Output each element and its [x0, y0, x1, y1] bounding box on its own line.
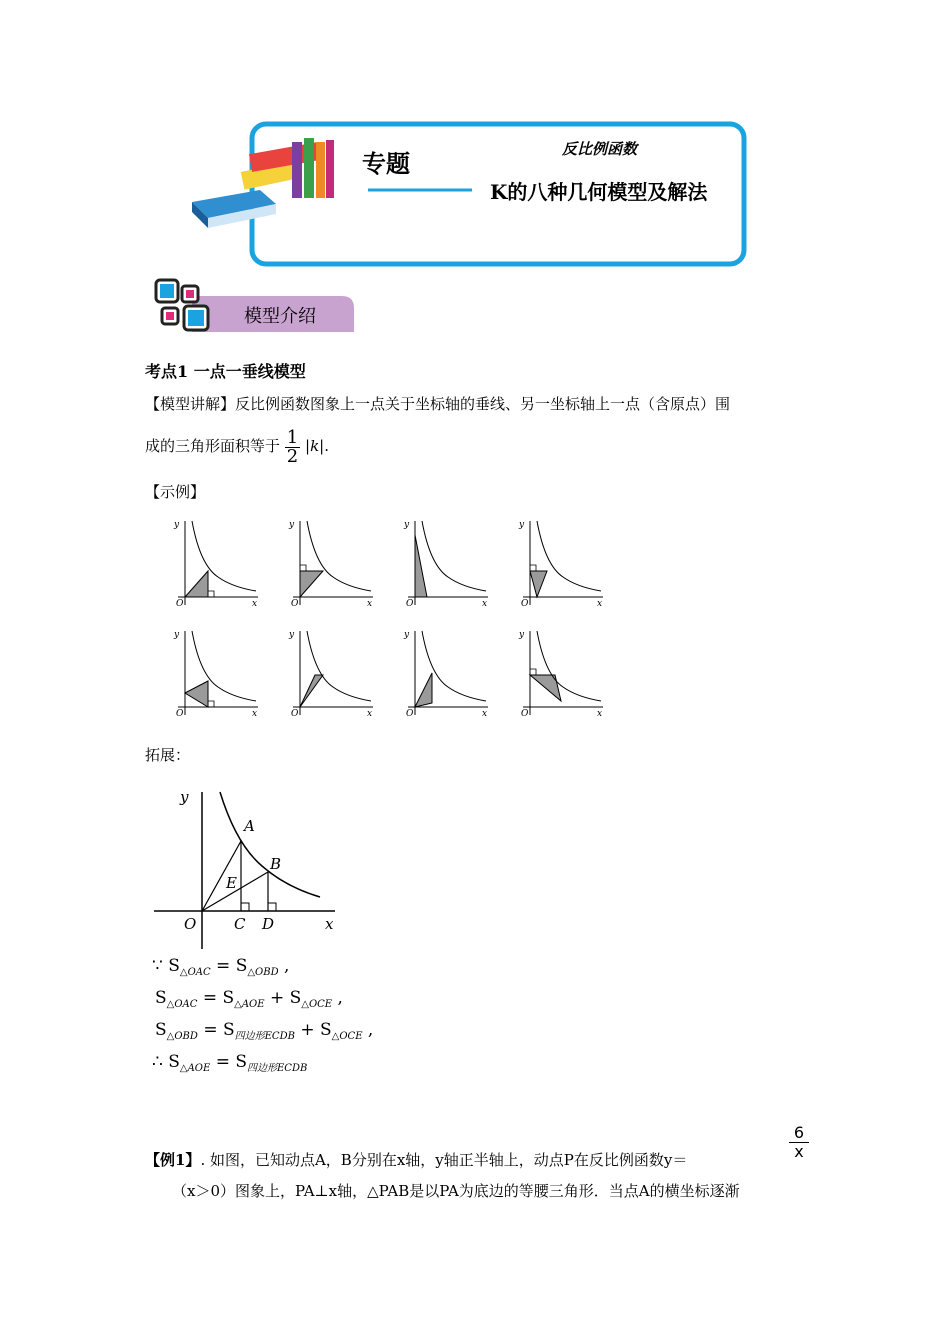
mini-label-o: O	[176, 709, 184, 717]
deriv1-sub1: △OAC	[179, 967, 211, 978]
deriv1-tail: ,	[278, 956, 290, 976]
mini-label-o: O	[406, 599, 414, 607]
mini-shaded-triangle	[185, 571, 208, 597]
label-A: A	[244, 817, 255, 835]
deriv3-lead: S	[155, 1020, 167, 1040]
deriv4-lead: ∴ S	[152, 1052, 180, 1072]
deriv3-sub3: △OCE	[331, 1031, 363, 1042]
deriv2-sub2: △AOE	[234, 999, 265, 1010]
example-graph-grid	[170, 515, 620, 730]
label-y: y	[180, 788, 189, 806]
label-B: B	[270, 855, 282, 873]
mini-label-y: y	[519, 520, 525, 530]
mini-shaded-triangle	[300, 571, 323, 597]
fraction-half	[285, 426, 300, 467]
deriv3-sub2: 四边形ECDB	[234, 1031, 295, 1042]
mini-label-x: x	[367, 709, 373, 717]
example1-text2: （x＞0）图象上，PA⊥x轴，△PAB是以PA为底边的等腰三角形．当点A的横坐标逐渐	[172, 1182, 740, 1200]
example1-line2	[172, 1180, 740, 1202]
example-graph-1	[170, 515, 260, 607]
mini-label-o: O	[521, 599, 529, 607]
mini-hyperbola	[537, 521, 601, 591]
extension-graph	[150, 784, 350, 954]
example-graph-6	[285, 625, 375, 717]
example1-text1: . 如图，已知动点A，B分别在x轴，y轴正半轴上，动点P在反比例函数y＝	[200, 1151, 688, 1169]
explain-line1	[145, 393, 730, 415]
deriv3-mid2: + S	[294, 1020, 332, 1040]
deriv2-sub1: △OAC	[166, 999, 198, 1010]
mini-shaded-triangle	[415, 535, 427, 597]
section-pill-label: 模型介绍	[244, 306, 316, 327]
label-E: E	[226, 874, 237, 892]
extend-label: 拓展：	[145, 746, 191, 764]
banner-title: 专题	[362, 149, 410, 178]
mini-label-y: y	[174, 520, 180, 530]
example-label: 【示例】	[145, 483, 206, 501]
mini-label-y: y	[289, 630, 295, 640]
explain-text1: 反比例函数图象上一点关于坐标轴的垂线、另一坐标轴上一点（含原点）围	[235, 395, 731, 413]
deriv2-sub3: △OCE	[301, 999, 333, 1010]
deriv2-mid: = S	[197, 988, 235, 1008]
mini-label-x: x	[482, 709, 488, 717]
mini-label-o: O	[291, 709, 299, 717]
abs-k: |k|	[305, 437, 325, 455]
mini-label-o: O	[406, 709, 414, 717]
explain-line2	[145, 424, 329, 468]
deriv3-sub1: △OBD	[166, 1031, 198, 1042]
example-graph-3	[400, 515, 490, 607]
mini-label-y: y	[404, 520, 410, 530]
example1-fraction	[789, 1124, 809, 1161]
label-O: O	[184, 915, 197, 933]
mini-shaded-triangle	[530, 571, 547, 597]
mini-right-angle	[208, 591, 214, 597]
derivation-line-4	[152, 1052, 307, 1074]
mini-label-o: O	[176, 599, 184, 607]
fraction-numerator: 1	[286, 426, 299, 448]
right-angle-C	[241, 903, 249, 911]
mini-label-y: y	[519, 630, 525, 640]
label-x: x	[325, 915, 334, 933]
label-D: D	[262, 915, 275, 933]
deriv2-lead: S	[155, 988, 167, 1008]
grid-squares-icon	[156, 280, 208, 330]
mini-shaded-triangle	[415, 673, 432, 707]
right-angle-D	[268, 903, 276, 911]
mini-shaded-triangle	[185, 681, 208, 707]
label-C: C	[234, 915, 246, 933]
mini-label-o: O	[521, 709, 529, 717]
derivation-line-2	[155, 988, 343, 1010]
derivation-line-3	[155, 1020, 373, 1042]
mini-label-x: x	[252, 709, 258, 717]
mini-label-o: O	[291, 599, 299, 607]
mini-label-y: y	[289, 520, 295, 530]
fraction-denominator: 2	[286, 445, 299, 467]
example-graph-7	[400, 625, 490, 717]
mini-label-x: x	[482, 599, 488, 607]
deriv1-lead: ∵ S	[152, 956, 180, 976]
deriv2-tail: ,	[332, 988, 343, 1008]
deriv2-mid2: + S	[264, 988, 302, 1008]
mini-label-y: y	[174, 630, 180, 640]
deriv3-tail: ,	[362, 1020, 374, 1040]
deriv4-mid: = S	[210, 1052, 247, 1072]
mini-shaded-triangle	[300, 675, 323, 707]
mini-label-x: x	[252, 599, 258, 607]
mini-label-x: x	[597, 599, 603, 607]
deriv1-mid: = S	[210, 956, 248, 976]
explain-text2: 成的三角形面积等于	[145, 437, 281, 455]
mini-label-y: y	[404, 630, 410, 640]
deriv1-sub2: △OBD	[247, 967, 279, 978]
banner-subtitle-line1: 反比例函数	[562, 140, 638, 158]
example1-label: 【例1】	[145, 1151, 201, 1169]
example-graph-4	[515, 515, 605, 607]
extension-graph-svg	[150, 784, 350, 954]
mini-hyperbola	[537, 631, 601, 701]
explain-label: 【模型讲解】	[145, 395, 236, 413]
mini-shaded-triangle	[530, 675, 561, 701]
example1-line1	[145, 1149, 687, 1171]
mini-right-angle	[300, 565, 306, 571]
example-graph-2	[285, 515, 375, 607]
heading-kaodian1: 考点1 一点一垂线模型	[145, 362, 306, 381]
mini-right-angle	[208, 701, 214, 707]
banner-subtitle-line2: K的八种几何模型及解法	[490, 180, 708, 204]
mini-label-x: x	[597, 709, 603, 717]
mini-hyperbola	[422, 521, 486, 591]
mini-hyperbola	[307, 521, 371, 591]
example1-frac-den: x	[794, 1142, 804, 1161]
banner	[180, 118, 760, 273]
deriv3-mid: = S	[197, 1020, 235, 1040]
example1-frac-num: 6	[789, 1124, 809, 1143]
example-graph-5	[170, 625, 260, 717]
mini-right-angle	[530, 669, 536, 675]
mini-right-angle	[530, 565, 536, 571]
deriv4-sub1: △AOE	[179, 1063, 211, 1074]
explain-period: .	[324, 437, 330, 455]
section-pill	[152, 276, 357, 340]
mini-label-x: x	[367, 599, 373, 607]
example-graph-8	[515, 625, 605, 717]
mini-hyperbola	[307, 631, 371, 701]
deriv4-sub2: 四边形ECDB	[247, 1063, 308, 1074]
derivation-line-1	[152, 956, 289, 978]
